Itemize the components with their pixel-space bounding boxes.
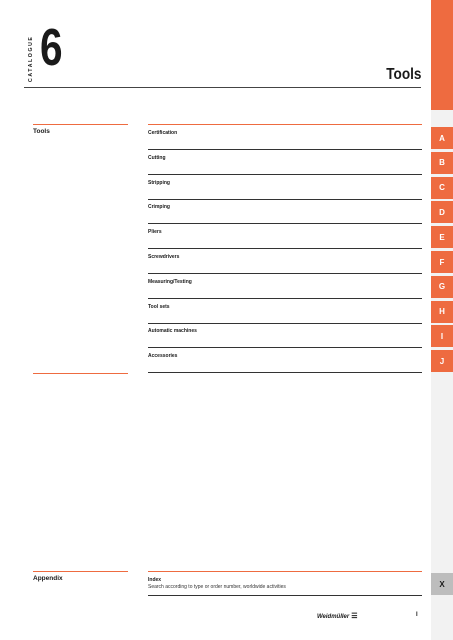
tool-category-5[interactable]: Screwdrivers [148,254,180,260]
appendix-section-label: Appendix [33,575,63,582]
brand-logo-icon: ☰ [351,613,358,620]
tab-h[interactable]: H [431,301,453,323]
tool-category-rule [148,223,422,224]
tool-category-rule [148,174,422,175]
appendix-section-rule [33,571,128,572]
tool-category-rule [148,199,422,200]
tool-category-3[interactable]: Crimping [148,204,170,211]
tab-b[interactable]: B [431,152,453,174]
tool-category-rule [148,149,422,150]
tool-category-rule [148,372,422,373]
tool-category-rule [148,248,422,249]
index-description: Search according to type or order number, worldwide activities [148,584,286,590]
tab-c[interactable]: C [431,177,453,199]
tab-d[interactable]: D [431,201,453,223]
tab-j[interactable]: J [431,350,453,372]
chapter-number: 6 [40,19,63,77]
tab-x[interactable]: X [431,573,453,595]
brand-logo [317,612,358,620]
tool-category-8[interactable]: Automatic machines [148,328,197,335]
tool-category-rule [148,347,422,348]
brand-name: Weidmüller [317,614,350,620]
tab-g[interactable]: G [431,276,453,298]
tool-category-7[interactable]: Tool sets [148,303,170,310]
tool-category-rule [148,298,422,299]
tools-section-rule-bottom [33,373,128,374]
tab-e[interactable]: E [431,226,453,248]
appendix-items-rule [148,571,422,572]
tool-category-rule [148,273,422,274]
page-title: Tools [385,66,421,83]
tool-category-1[interactable]: Cutting [148,154,166,161]
tab-i[interactable]: I [431,325,453,347]
tool-category-rule [148,323,422,324]
tool-category-9[interactable]: Accessories [148,353,178,360]
header-divider [24,87,421,88]
tab-f[interactable]: F [431,251,453,273]
tab-a[interactable]: A [431,127,453,149]
tools-section-label: Tools [33,128,50,135]
side-accent-bar [431,0,453,110]
tool-category-4[interactable]: Pliers [148,229,162,236]
page-number: I [416,612,418,618]
tool-category-6[interactable]: Measuring/Testing [148,278,192,285]
tools-section-rule-top [33,124,128,125]
tool-category-0[interactable]: Certification [148,130,178,136]
tools-items-rule-top [148,124,422,125]
tool-category-2[interactable]: Stripping [148,179,170,186]
catalogue-label: CATALOGUE [28,35,34,82]
appendix-item-rule [148,595,422,596]
index-title[interactable]: Index [148,577,162,583]
